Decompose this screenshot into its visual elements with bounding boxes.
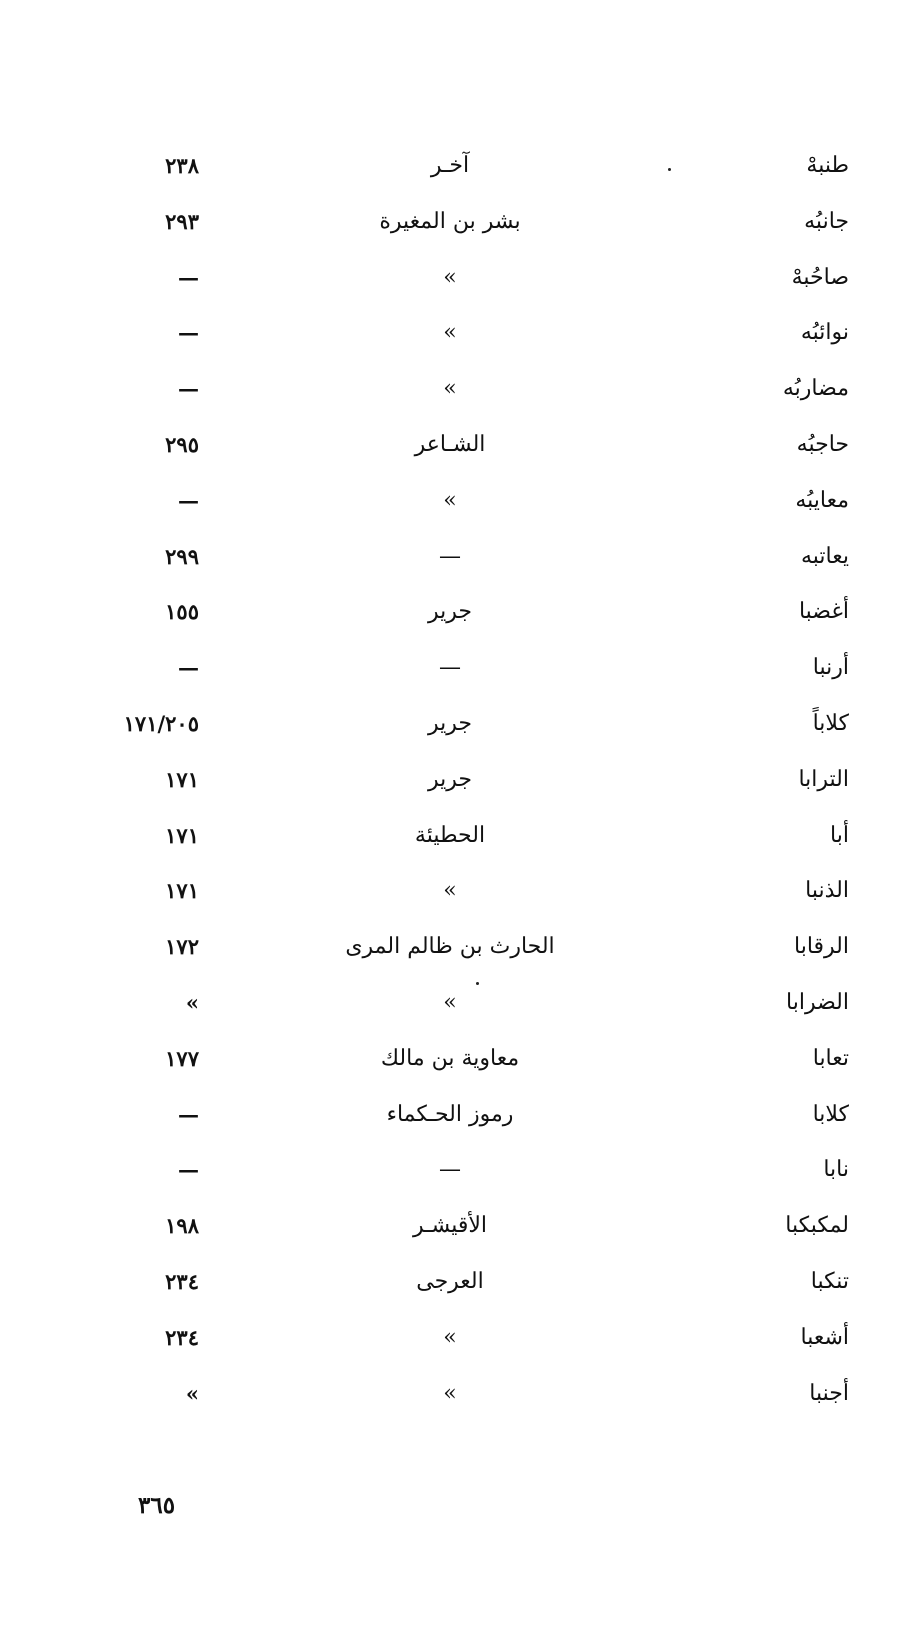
index-row — [0, 584, 909, 640]
page-reference: ١٧١/٢٠٥ — [123, 710, 199, 736]
page-reference: — — [178, 1101, 199, 1127]
page-reference: ٢٣٤ — [165, 1324, 199, 1350]
page-reference: » — [185, 1380, 199, 1406]
poet-name: الأقيشـر — [412, 1213, 488, 1239]
poet-name: » — [443, 1380, 457, 1406]
poet-name: الحارث بن ظالم المرى — [345, 934, 555, 960]
stray-dot — [476, 982, 479, 985]
page-reference: — — [178, 264, 199, 290]
rhyme-word: الترابا — [798, 766, 849, 792]
rhyme-word: صاحُبهْ — [791, 264, 849, 290]
index-row — [0, 250, 909, 306]
rhyme-word: حاجبُه — [796, 431, 849, 457]
index-row — [0, 1031, 909, 1087]
page-reference: ١٧١ — [165, 822, 199, 848]
index-row — [0, 863, 909, 919]
page-reference: ١٧١ — [165, 878, 199, 904]
rhyme-word: أبا — [830, 822, 849, 848]
index-row — [0, 473, 909, 529]
page-number: ٣٦٥ — [138, 1492, 176, 1519]
index-row — [0, 696, 909, 752]
page-reference: ١٥٥ — [165, 599, 199, 625]
page-reference: — — [178, 376, 199, 402]
rhyme-index-table — [0, 138, 909, 1421]
rhyme-word: أجنبا — [809, 1380, 849, 1406]
poet-name: العرجى — [416, 1268, 484, 1294]
index-row — [0, 919, 909, 975]
rhyme-word: يعاتبه — [801, 543, 849, 569]
poet-name: — — [439, 543, 461, 569]
poet-name: آخـر — [430, 153, 470, 178]
index-row — [0, 1366, 909, 1422]
poet-name: » — [443, 989, 457, 1015]
poet-name: » — [443, 376, 457, 402]
rhyme-word: كلاباً — [812, 710, 849, 736]
page-reference: — — [178, 320, 199, 346]
index-row — [0, 640, 909, 696]
rhyme-word: طنبهْ — [806, 153, 849, 178]
poet-name: — — [439, 1157, 461, 1183]
index-row — [0, 1142, 909, 1198]
poet-name: جرير — [428, 710, 472, 736]
rhyme-word: لمكبكبا — [785, 1213, 849, 1239]
page-reference: ١٧١ — [165, 766, 199, 792]
page-reference: ١٩٨ — [165, 1213, 199, 1239]
index-row — [0, 361, 909, 417]
poet-name: بشر بن المغيرة — [379, 208, 521, 234]
poet-name: » — [443, 878, 457, 904]
rhyme-word: الذنبا — [805, 878, 849, 904]
index-row — [0, 752, 909, 808]
page-reference: — — [178, 1157, 199, 1183]
rhyme-word: تعابا — [812, 1045, 849, 1071]
rhyme-word: تنكبا — [810, 1268, 849, 1294]
page-reference: — — [178, 487, 199, 513]
poet-name: جرير — [428, 599, 472, 625]
page-reference: ٢٩٥ — [165, 431, 199, 457]
page-reference: ١٧٧ — [165, 1045, 199, 1071]
rhyme-word: مضاربُه — [782, 376, 849, 402]
poet-name: » — [443, 1324, 457, 1350]
page-reference: ٢٩٣ — [165, 208, 199, 234]
poet-name: » — [443, 264, 457, 290]
index-row — [0, 808, 909, 864]
stray-dot — [668, 168, 671, 171]
index-row — [0, 194, 909, 250]
poet-name: الشـاعر — [414, 431, 486, 457]
rhyme-word: جانبُه — [804, 208, 849, 234]
page-reference: » — [185, 989, 199, 1015]
index-row — [0, 529, 909, 585]
index-row — [0, 305, 909, 361]
index-row — [0, 1087, 909, 1143]
rhyme-word: الرقابا — [794, 934, 849, 960]
poet-name: رموز الحـكماء — [386, 1101, 514, 1127]
rhyme-word: نابا — [823, 1157, 849, 1183]
page-reference: ٢٣٤ — [165, 1268, 199, 1294]
poet-name: معاوية بن مالك — [380, 1045, 520, 1071]
poet-name: الحطيئة — [414, 822, 486, 848]
rhyme-word: معايبُه — [795, 487, 849, 513]
poet-name: » — [443, 487, 457, 513]
poet-name: — — [439, 655, 461, 681]
page-reference: — — [178, 655, 199, 681]
rhyme-word: كلابا — [812, 1101, 849, 1127]
index-row — [0, 1310, 909, 1366]
index-row — [0, 1198, 909, 1254]
rhyme-word: أشعبا — [800, 1324, 849, 1350]
rhyme-word: أرنبا — [812, 655, 849, 681]
rhyme-word: نوائبُه — [800, 320, 849, 346]
index-row — [0, 138, 909, 194]
index-row — [0, 975, 909, 1031]
page-reference: ٢٩٩ — [165, 543, 199, 569]
index-row — [0, 1254, 909, 1310]
poet-name: جرير — [428, 766, 472, 792]
poet-name: » — [443, 320, 457, 346]
rhyme-word: أغضبا — [798, 599, 849, 625]
index-row — [0, 417, 909, 473]
page-reference: ١٧٢ — [165, 934, 199, 960]
rhyme-word: الضرابا — [786, 989, 849, 1015]
page-reference: ٢٣٨ — [165, 153, 199, 178]
